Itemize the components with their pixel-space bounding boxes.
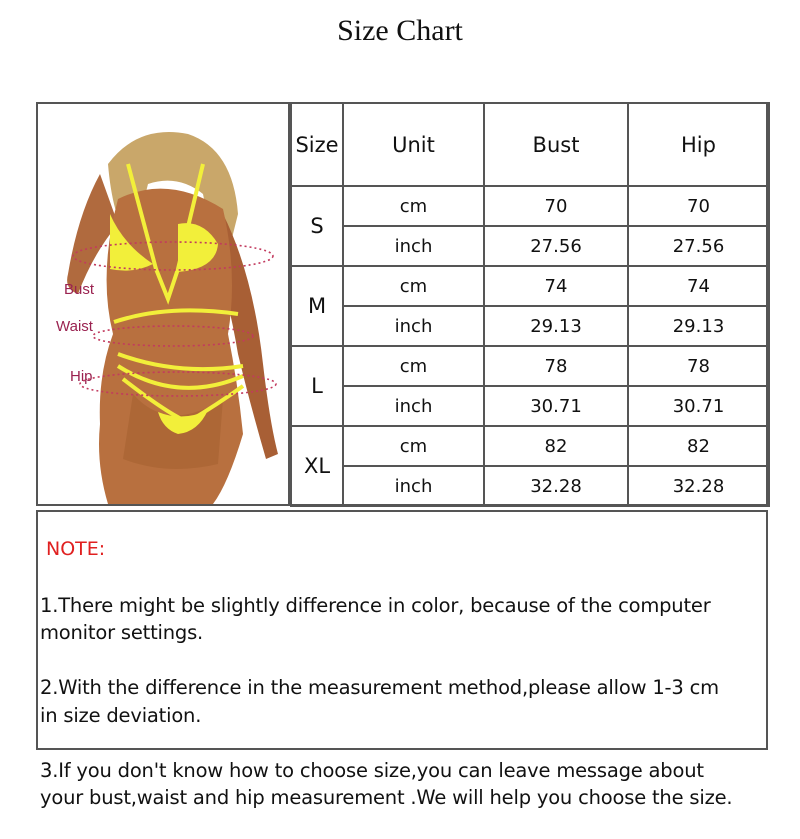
- note-line: 2.With the difference in the measurement method,please allow 1-3 cm in size deviation.: [40, 676, 719, 727]
- unit-cell: inch: [343, 466, 484, 506]
- hip-cell: 70: [628, 186, 769, 226]
- unit-cell: cm: [343, 426, 484, 466]
- table-header-row: [291, 103, 769, 186]
- table-row: [291, 466, 769, 506]
- hip-cell: 30.71: [628, 386, 769, 426]
- hip-label: Hip: [70, 368, 93, 385]
- bust-cell: 29.13: [484, 306, 628, 346]
- unit-cell: cm: [343, 346, 484, 386]
- note-body: [40, 564, 768, 839]
- size-table: [290, 102, 770, 507]
- bust-cell: 78: [484, 346, 628, 386]
- table-row: [291, 186, 769, 226]
- note-box: [36, 510, 768, 809]
- unit-cell: cm: [343, 266, 484, 306]
- page-title: Size Chart: [337, 14, 463, 47]
- size-cell: L: [291, 346, 343, 426]
- size-cell: S: [291, 186, 343, 266]
- header-bust: Bust: [484, 103, 628, 186]
- size-cell: M: [291, 266, 343, 346]
- table-row: [291, 226, 769, 266]
- hip-cell: 82: [628, 426, 769, 466]
- note-title: NOTE:: [46, 538, 106, 560]
- hip-cell: 32.28: [628, 466, 769, 506]
- table-row: [291, 306, 769, 346]
- bust-cell: 74: [484, 266, 628, 306]
- note-line: 3.If you don't know how to choose size,you can leave message about your bust,waist and hip measurement .We will help you choose the size.: [40, 758, 733, 809]
- table-row: [291, 266, 769, 306]
- bust-cell: 30.71: [484, 386, 628, 426]
- model-photo: [38, 104, 288, 504]
- bikini-model-illustration: [38, 104, 288, 504]
- bust-cell: 27.56: [484, 226, 628, 266]
- table-row: [291, 386, 769, 426]
- hip-cell: 78: [628, 346, 769, 386]
- size-cell: XL: [291, 426, 343, 506]
- hip-cell: 74: [628, 266, 769, 306]
- hip-cell: 29.13: [628, 306, 769, 346]
- bust-cell: 32.28: [484, 466, 628, 506]
- table-row: [291, 346, 769, 386]
- header-size: Size: [291, 103, 343, 186]
- hip-cell: 27.56: [628, 226, 769, 266]
- unit-cell: inch: [343, 306, 484, 346]
- header-unit: Unit: [343, 103, 484, 186]
- bust-cell: 70: [484, 186, 628, 226]
- header-hip: Hip: [628, 103, 769, 186]
- unit-cell: cm: [343, 186, 484, 226]
- note-line: 1.There might be slightly difference in color, because of the computer monitor settings.: [40, 593, 711, 644]
- bust-cell: 82: [484, 426, 628, 466]
- waist-label: Waist: [56, 318, 93, 335]
- bust-label: Bust: [64, 281, 95, 298]
- unit-cell: inch: [343, 386, 484, 426]
- table-row: [291, 426, 769, 466]
- unit-cell: inch: [343, 226, 484, 266]
